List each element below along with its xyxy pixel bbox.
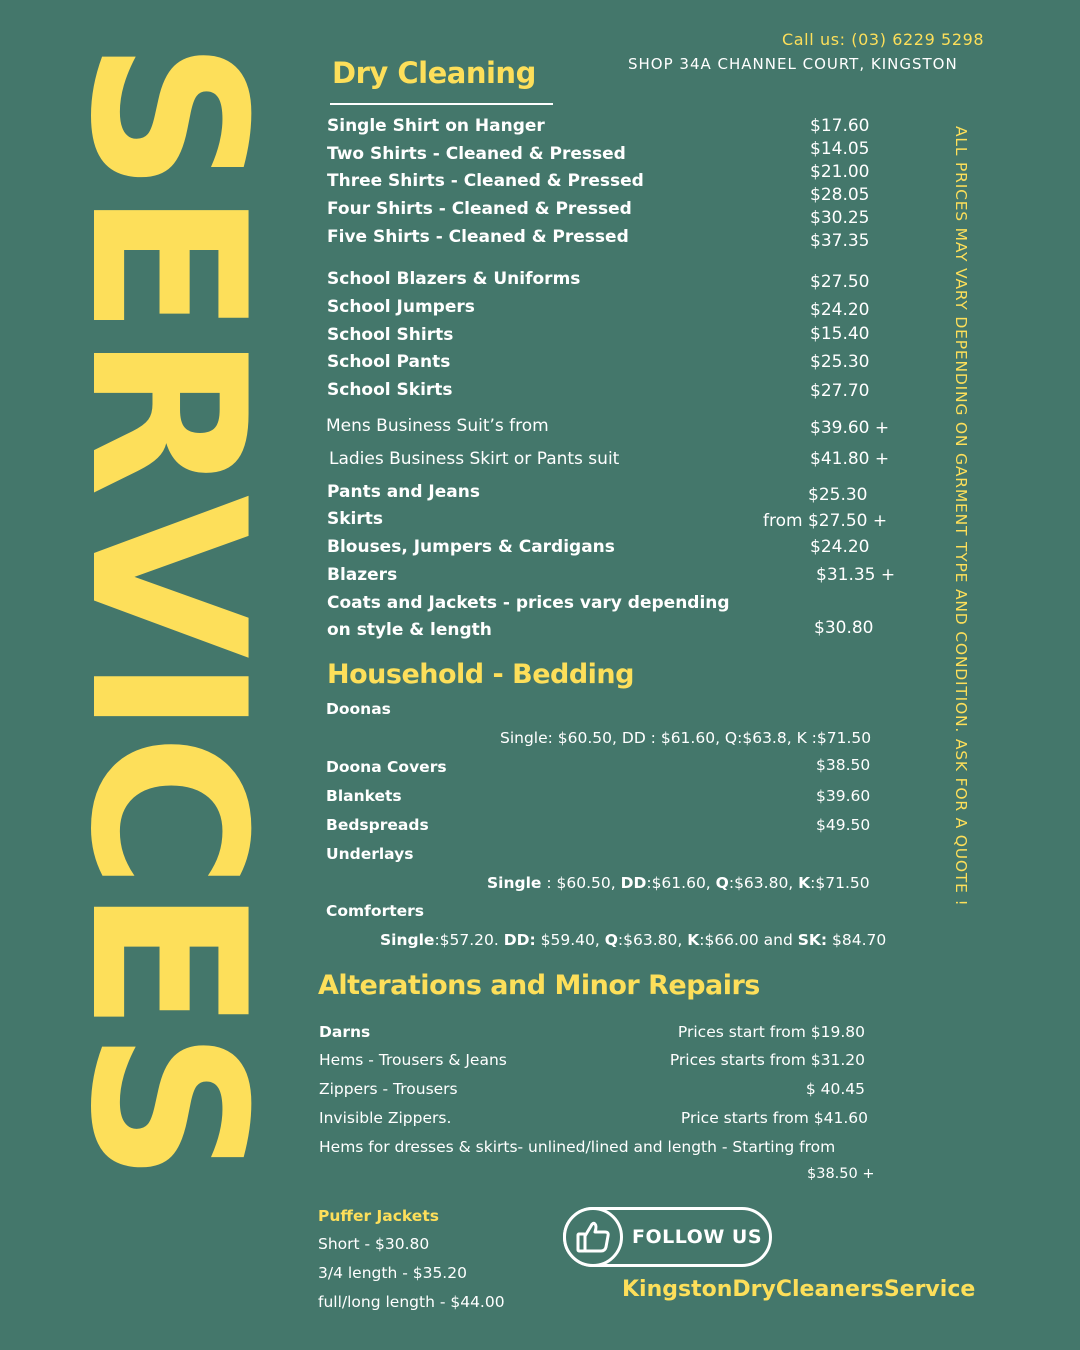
list-item-name: School Pants xyxy=(327,352,451,372)
size-label: SK: xyxy=(797,931,828,949)
size-price: : $60.50, xyxy=(541,874,621,892)
size-price: :$61.60, xyxy=(646,874,716,892)
underlays-label: Underlays xyxy=(326,845,414,863)
list-item-name: Two Shirts - Cleaned & Pressed xyxy=(327,144,626,164)
size-label: K xyxy=(687,931,700,949)
list-item-price: $31.35 + xyxy=(816,565,896,585)
list-item-name: School Skirts xyxy=(327,380,453,400)
size-price: $59.40, xyxy=(535,931,605,949)
list-item-price: $17.60 xyxy=(810,116,870,136)
puffer-heading: Puffer Jackets xyxy=(318,1207,439,1225)
list-item-price: $21.00 xyxy=(810,162,870,182)
list-item-price: $15.40 xyxy=(810,324,870,344)
list-item-name: Bedspreads xyxy=(326,816,429,834)
heading-underline xyxy=(330,103,553,105)
alterations-heading: Alterations and Minor Repairs xyxy=(318,970,760,1001)
list-item-name: Invisible Zippers. xyxy=(319,1109,452,1127)
list-item-price: $39.60 xyxy=(816,787,871,805)
list-item-name: Blazers xyxy=(327,565,398,585)
size-label: Single xyxy=(487,874,542,892)
size-price: :$57.20. xyxy=(434,931,504,949)
list-item-price: $49.50 xyxy=(816,816,871,834)
doonas-label: Doonas xyxy=(326,700,391,718)
list-item-price: Prices start from $19.80 xyxy=(677,1023,865,1041)
list-item-price: Prices starts from $31.20 xyxy=(669,1051,865,1069)
comforters-detail xyxy=(380,931,886,949)
price-disclaimer: ALL PRICES MAY VARY DEPENDING ON GARMENT TYPE AND CONDITION. ASK FOR A QUOTE ! xyxy=(952,126,970,907)
size-label: DD: xyxy=(503,931,536,949)
list-item-name: Zippers - Trousers xyxy=(319,1080,458,1098)
list-item-name: Mens Business Suit’s from xyxy=(326,416,549,436)
follow-us-button[interactable] xyxy=(563,1207,772,1267)
list-item-name: Three Shirts - Cleaned & Pressed xyxy=(327,171,644,191)
household-heading: Household - Bedding xyxy=(327,659,634,690)
list-item-name: School Shirts xyxy=(327,325,454,345)
size-price: :$63.80, xyxy=(728,874,799,892)
size-label: Single xyxy=(380,931,435,949)
size-price: :$66.00 and xyxy=(699,931,798,949)
phone-number[interactable]: Call us: (03) 6229 5298 xyxy=(782,30,985,49)
list-item-price: $37.35 xyxy=(810,231,870,251)
list-item-name: Five Shirts - Cleaned & Pressed xyxy=(327,227,629,247)
list-item-name: School Blazers & Uniforms xyxy=(327,269,581,289)
list-item-name: Ladies Business Skirt or Pants suit xyxy=(329,449,620,469)
list-item-price: $30.80 xyxy=(814,618,874,638)
list-item-name: School Jumpers xyxy=(327,297,475,317)
services-vertical-title xyxy=(44,40,291,1310)
hems-dresses-label: Hems for dresses & skirts- unlined/lined and length - Starting from xyxy=(319,1138,836,1156)
list-item: Short - $30.80 xyxy=(318,1235,430,1253)
list-item-price: from $27.50 + xyxy=(763,511,888,531)
list-item-name: Blouses, Jumpers & Cardigans xyxy=(327,537,615,557)
list-item-name: Pants and Jeans xyxy=(327,482,480,502)
size-price: $84.70 xyxy=(827,931,887,949)
size-label: Q xyxy=(604,931,618,949)
list-item-price: $27.70 xyxy=(810,381,870,401)
size-price: :$71.50 xyxy=(810,874,870,892)
list-item-price: $14.05 xyxy=(810,139,870,159)
social-handle[interactable]: KingstonDryCleanersService xyxy=(622,1277,976,1302)
follow-us-label: FOLLOW US xyxy=(632,1226,763,1248)
list-item: full/long length - $44.00 xyxy=(318,1293,505,1311)
list-item-name: on style & length xyxy=(327,620,492,640)
list-item-price: $24.20 xyxy=(810,300,870,320)
size-label: DD xyxy=(620,874,647,892)
list-item-price: $25.30 xyxy=(808,485,868,505)
list-item-price: $39.60 + xyxy=(810,418,890,438)
list-item-price: $28.05 xyxy=(810,185,870,205)
hems-dresses-price: $38.50 + xyxy=(807,1166,875,1182)
list-item-name: Four Shirts - Cleaned & Pressed xyxy=(327,199,632,219)
list-item-name: Doona Covers xyxy=(326,758,447,776)
size-price: :$63.80, xyxy=(617,931,688,949)
list-item-price: $38.50 xyxy=(816,756,871,774)
list-item-price: $ 40.45 xyxy=(805,1080,865,1098)
list-item-price: $30.25 xyxy=(810,208,870,228)
list-item-name: Blankets xyxy=(326,787,402,805)
list-item-name: Skirts xyxy=(327,509,384,529)
list-item-price: Price starts from $41.60 xyxy=(680,1109,868,1127)
list-item: 3/4 length - $35.20 xyxy=(318,1264,467,1282)
list-item-price: $25.30 xyxy=(810,352,870,372)
comforters-label: Comforters xyxy=(326,902,425,920)
list-item-name: Single Shirt on Hanger xyxy=(327,116,545,136)
shop-address: SHOP 34A CHANNEL COURT, KINGSTON xyxy=(628,55,958,73)
list-item-name: Darns xyxy=(319,1023,371,1041)
doonas-detail: Single: $60.50, DD : $61.60, Q:$63.8, K :$71.50 xyxy=(500,729,872,747)
size-label: Q xyxy=(715,874,729,892)
list-item-name: Coats and Jackets - prices vary depending xyxy=(327,593,730,613)
list-item-name: Hems - Trousers & Jeans xyxy=(319,1051,507,1069)
thumbs-up-icon xyxy=(563,1207,623,1267)
dry-cleaning-heading: Dry Cleaning xyxy=(332,56,536,90)
size-label: K xyxy=(798,874,811,892)
list-item-price: $41.80 + xyxy=(810,449,890,469)
services-title-text: SERVICES xyxy=(44,40,291,1181)
list-item-price: $27.50 xyxy=(810,272,870,292)
list-item-price: $24.20 xyxy=(810,537,870,557)
underlays-detail xyxy=(487,874,870,892)
